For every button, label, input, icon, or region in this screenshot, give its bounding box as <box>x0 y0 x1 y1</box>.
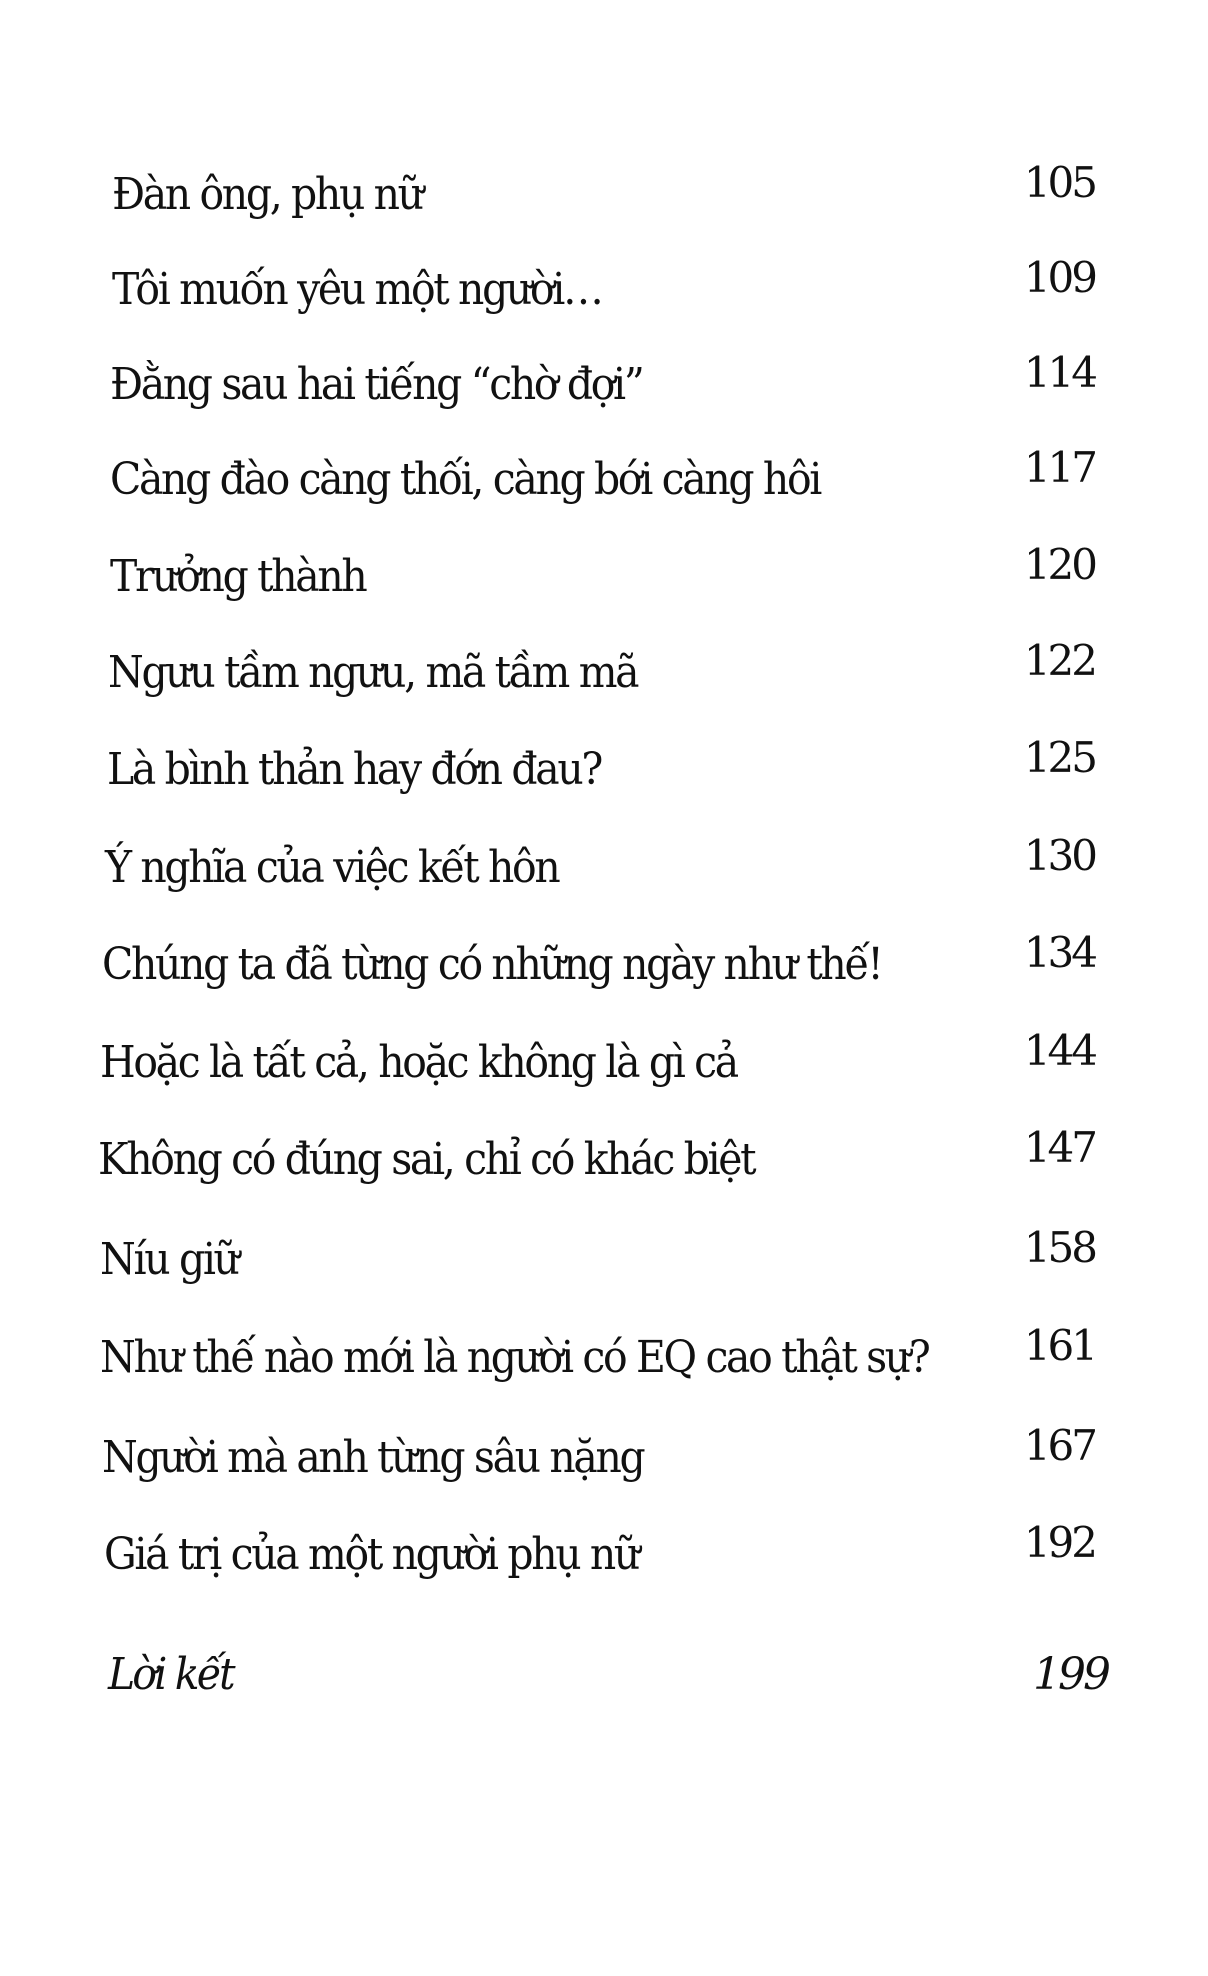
toc-entry <box>0 633 1208 713</box>
toc-ending-page: 199 <box>1033 1649 1108 1700</box>
toc-entry-page: 192 <box>1023 1518 1095 1567</box>
toc-entry-title: Níu giữ <box>100 1234 238 1285</box>
toc-entry <box>0 1220 1208 1300</box>
toc-entry-title: Đàn ông, phụ nữ <box>112 169 422 220</box>
toc-entry <box>0 1418 1208 1498</box>
toc-entry <box>0 155 1208 235</box>
toc-entry-page: 158 <box>1023 1223 1095 1272</box>
toc-entry-page: 147 <box>1023 1123 1095 1172</box>
toc-entry-title: Chúng ta đã từng có những ngày như thế! <box>102 939 882 990</box>
toc-entry-title: Ý nghĩa của việc kết hôn <box>105 842 559 893</box>
toc-entry-page: 167 <box>1023 1421 1095 1470</box>
toc-entry-page: 105 <box>1023 158 1095 207</box>
toc-entry <box>0 1318 1208 1398</box>
toc-entry <box>0 537 1208 617</box>
toc-entry <box>0 250 1208 330</box>
toc-ending-title: Lời kết <box>108 1649 233 1700</box>
toc-entry <box>0 1023 1208 1103</box>
toc-entry-page: 117 <box>1023 443 1095 492</box>
toc-entry-title: Không có đúng sai, chỉ có khác biệt <box>98 1134 755 1185</box>
toc-entry-page: 161 <box>1023 1321 1095 1370</box>
toc-entry <box>0 440 1208 520</box>
toc-entry-page: 120 <box>1023 540 1095 589</box>
toc-entry-page: 114 <box>1023 348 1095 397</box>
toc-entry-page: 130 <box>1023 831 1095 880</box>
toc-ending-entry <box>0 1635 1208 1715</box>
toc-entry-title: Người mà anh từng sâu nặng <box>102 1432 644 1483</box>
toc-entry-title: Tôi muốn yêu một người… <box>112 264 602 315</box>
toc-entry <box>0 828 1208 908</box>
toc-entry <box>0 730 1208 810</box>
toc-entry-page: 125 <box>1023 733 1095 782</box>
toc-entry-page: 109 <box>1023 253 1095 302</box>
toc-entry-title: Là bình thản hay đớn đau? <box>107 744 601 795</box>
toc-entry-title: Như thế nào mới là người có EQ cao thật sự? <box>100 1332 929 1383</box>
toc-entry <box>0 1515 1208 1595</box>
toc-entry <box>0 925 1208 1005</box>
toc-entry <box>0 1120 1208 1200</box>
toc-entry-title: Giá trị của một người phụ nữ <box>104 1529 638 1580</box>
toc-entry-title: Đằng sau hai tiếng “chờ đợi” <box>110 359 643 410</box>
toc-entry-page: 122 <box>1023 636 1095 685</box>
toc-entry-title: Càng đào càng thối, càng bới càng hôi <box>110 454 821 505</box>
toc-entry-title: Trưởng thành <box>110 551 366 602</box>
toc-entry-page: 134 <box>1023 928 1095 977</box>
toc-entry-page: 144 <box>1023 1026 1095 1075</box>
toc-entry-title: Hoặc là tất cả, hoặc không là gì cả <box>100 1037 737 1088</box>
toc-entry-title: Ngưu tầm ngưu, mã tầm mã <box>108 647 638 698</box>
toc-entry <box>0 345 1208 425</box>
